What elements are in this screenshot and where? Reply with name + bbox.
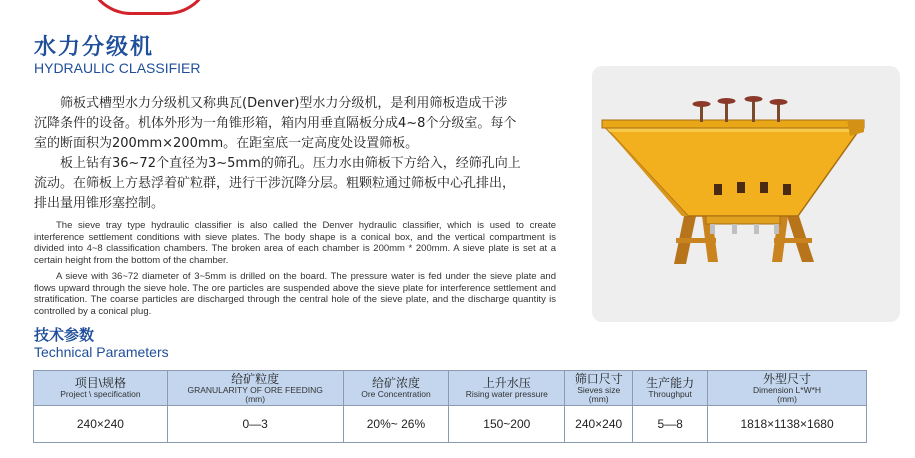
description-en-paragraph: A sieve with 36~72 diameter of 3~5mm is drilled on the board. The pressure water is fed under the sieve plate and flows upward through the sieve hole. The ore particles are suspended above the sieve plate for interference settlement and stratification. The coarse particles are discharged through the central hole of the sieve plate, and the discharge quantity is controlled by a conical plug. (34, 271, 556, 317)
cell-concentration: 20%~ 26% (343, 406, 449, 443)
description-cn-line: 流动。在筛板上方悬浮着矿粒群，进行干涉沉降分层。粗颗粒通过筛板中心孔排出， (34, 176, 516, 191)
cell-throughput: 5—8 (633, 406, 708, 443)
page-title-en: HYDRAULIC CLASSIFIER (34, 60, 201, 76)
header-dimension: 外型尺寸 Dimension L*W*H (mm) (708, 371, 867, 406)
params-title-en: Technical Parameters (34, 344, 169, 360)
cell-sieve-size: 240×240 (565, 406, 633, 443)
table-row (34, 406, 867, 443)
cell-project: 240×240 (34, 406, 168, 443)
cell-water-pressure: 150~200 (449, 406, 565, 443)
description-cn-line: 沉降条件的设备。机体外形为一角锥形箱，箱内用垂直隔板分成4~8个分级室。每个 (34, 116, 517, 131)
description-cn-line: 板上钻有36~72个直径为3~5mm的筛孔。压力水由筛板下方给入，经筛孔向上 (60, 156, 521, 171)
cell-granularity: 0—3 (167, 406, 343, 443)
header-granularity: 给矿粒度 GRANULARITY OF ORE FEEDING (mm) (167, 371, 343, 406)
params-title-cn: 技术参数 (34, 326, 95, 344)
logo-arc (86, 0, 212, 15)
spec-table (33, 370, 867, 443)
description-cn-line: 室的断面积为200mm×200mm。在距室底一定高度处设置筛板。 (34, 136, 419, 151)
product-photo (592, 66, 900, 322)
header-water-pressure: 上升水压 Rising water pressure (449, 371, 565, 406)
cell-dimension: 1818×1138×1680 (708, 406, 867, 443)
description-cn-line: 排出量用锥形塞控制。 (34, 196, 165, 211)
page-title-cn: 水力分级机 (34, 35, 155, 60)
table-header-row (34, 371, 867, 406)
hydraulic-classifier-illustration (592, 66, 900, 322)
header-concentration: 给矿浓度 Ore Concentration (343, 371, 449, 406)
header-project: 项目\规格 Project \ specification (34, 371, 168, 406)
description-en-paragraph: The sieve tray type hydraulic classifier is also called the Denver hydraulic classifier, which is used to create interference settlement conditions with sieve plates. The body shape is a conical box, and the vertical compartment is divided into 4~8 classification chambers. The broken area of each chamber is 200mm * 200mm. A sieve plate is set at a certain height from the bottom of the chamber. (34, 220, 556, 266)
header-sieve-size: 筛口尺寸 Sieves size (mm) (565, 371, 633, 406)
description-cn-line: 筛板式槽型水力分级机又称典瓦(Denver)型水力分级机，是利用筛板造成干涉 (60, 96, 508, 111)
header-throughput: 生产能力 Throughput (633, 371, 708, 406)
